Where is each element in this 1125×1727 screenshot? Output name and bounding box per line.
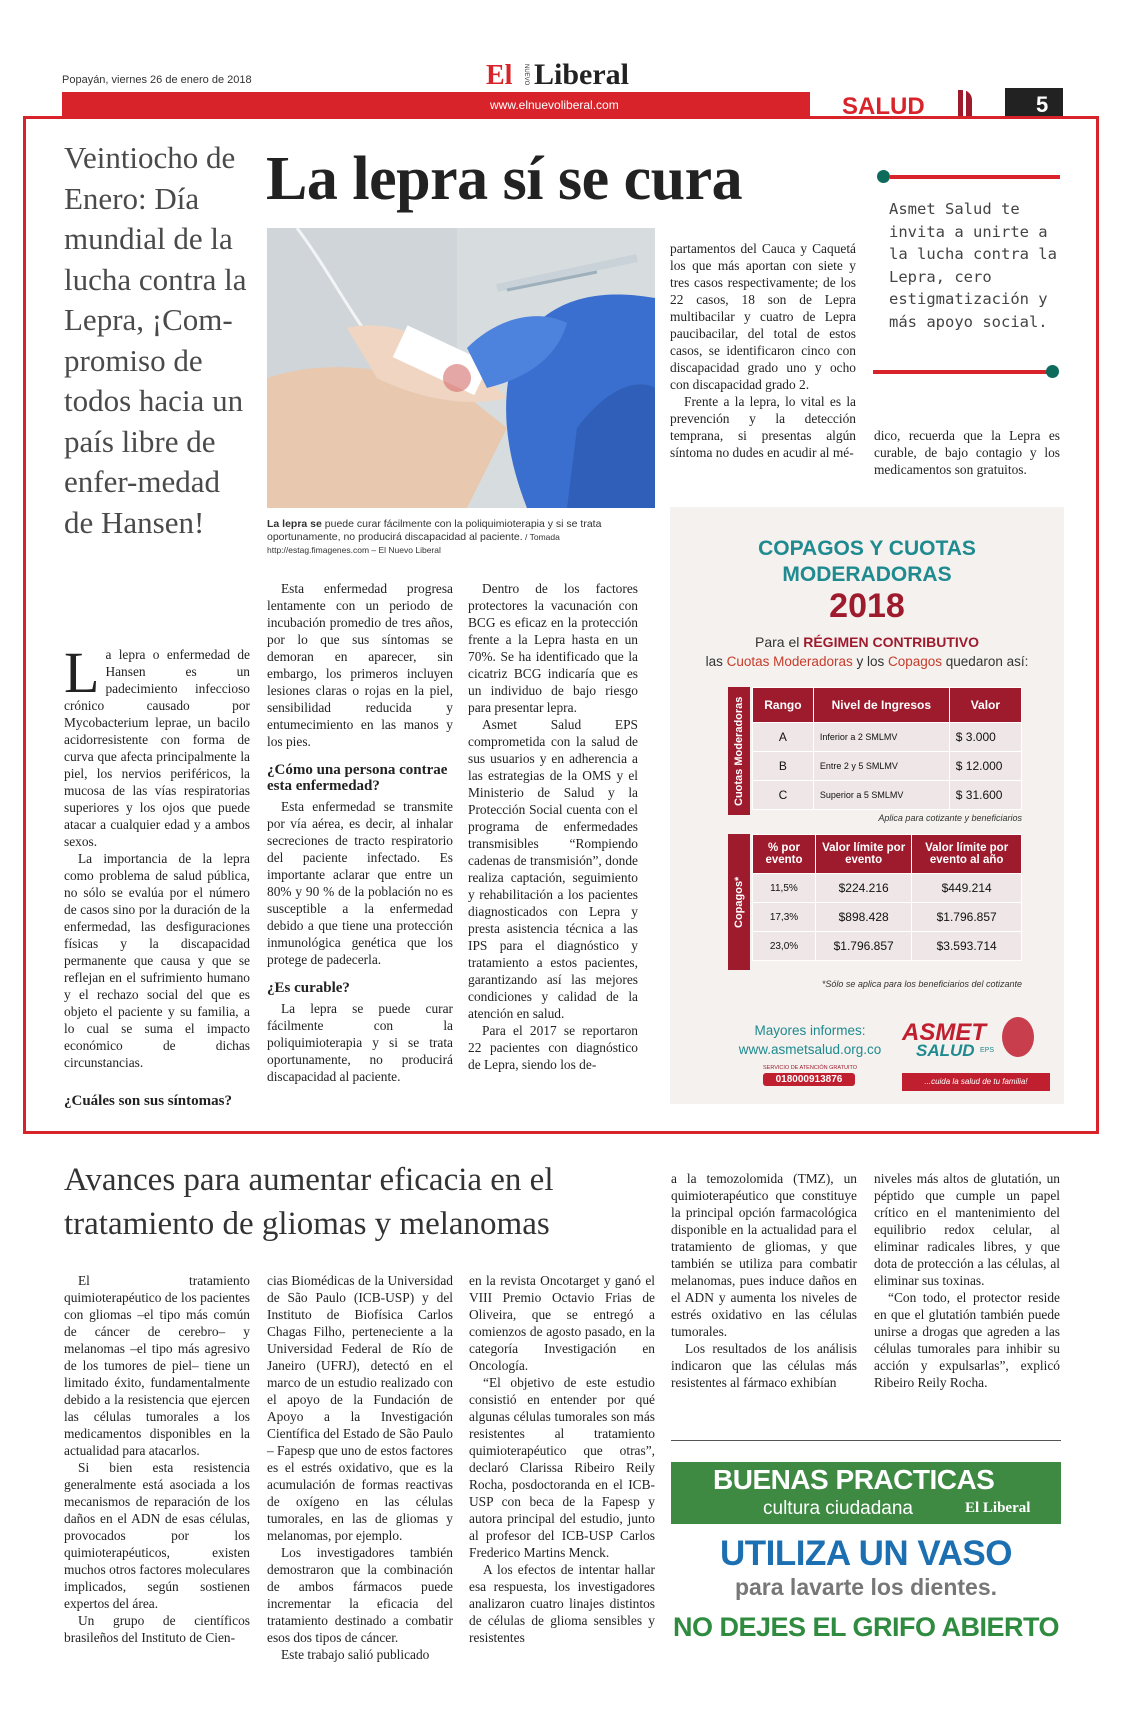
copagos-cell: 23,0% [753, 932, 816, 961]
a2-column-5 [874, 1170, 1060, 1391]
cuotas-cell: Entre 2 y 5 SMLMV [813, 752, 949, 781]
intro2-e: quedaron así: [942, 654, 1029, 669]
copagos-title-1: COPAGOS Y CUOTAS [758, 537, 976, 560]
col2-paragraph-1: Esta enfermedad progresa lentamente con un periodo de incubación promedio de tres años, por lo que sus síntomas se demoran en aparecer, sin embargo, los primeros incluyen lesiones claras o rojas en la piel, sensibilidad reducida y entumecimiento en las manos y los pies. [267, 581, 453, 749]
cuotas-header: Valor [949, 688, 1021, 723]
pullquote-dot-top [877, 170, 890, 183]
copagos-header-row [753, 835, 1022, 874]
buenas-title: BUENAS PRACTICAS [713, 1464, 995, 1495]
a2-column-1 [64, 1272, 250, 1646]
subhead-sintomas: ¿Cuáles son sus síntomas? [64, 1093, 232, 1109]
cuotas-table [752, 687, 1022, 810]
cuotas-cell: B [753, 752, 814, 781]
intro1-a: Para el [754, 634, 804, 650]
cuotas-header: Nivel de Ingresos [813, 688, 949, 723]
col5-paragraph-1: dico, recuerda que la Lepra es curable, de bajo contagio y los medicamentos son gratuitos. [874, 428, 1060, 477]
cuotas-cell: $ 31.600 [949, 781, 1021, 810]
col2-paragraph-2: Esta enfermedad se transmite por vía aérea, es decir, al inhalar secreciones de tracto respiratorio del paciente infectado. Es importante aclarar que entre un 80% y 90 % de la población no es susceptible a la enfermedad debido a que tiene una protección inmunológica genética que los protege de padecerla. [267, 799, 453, 967]
a2-c3-paragraph-2: “El objetivo de este estudio consistió en entender por qué algunas células tumorales son más resistentes al tratamiento quimioterapéutico que otras”, declaró Clarissa Ribeiro Reily Rocha, posdoctoranda en el ICB-USP con beca de la Fapesp y autora principal del estudio, junto al profesor del ICB-USP Carlos Frederico Martins Menck. [469, 1375, 655, 1560]
logo-liberal: Liberal [534, 58, 629, 91]
a2-c5-paragraph-1: niveles más altos de glutatión, un péptido que cumple un papel crítico en el mantenimiento del equilibrio redox celular, al eliminar radicales libres, y que dota de protección a las células, al eliminar sus toxinas. [874, 1171, 1060, 1288]
a2-column-3 [469, 1272, 655, 1646]
cuotas-cell: A [753, 723, 814, 752]
buenas-logo: El Liberal [965, 1500, 1031, 1516]
article-column-5 [874, 427, 1060, 478]
asmet-figure-icon [1002, 1017, 1034, 1057]
article-column-3 [468, 580, 638, 1073]
col3-paragraph-2: Asmet Salud EPS comprometida con la salud de sus usuarios y en adherencia a las estrategias de la OMS y el Ministerio de Salud y la Protección Social cuenta con el programa de enfermedades transmisibles “Rompiendo cadenas de transmisión”, donde realiza captación, seguimiento y rehabilitación a los pacientes diagnosticados con Lepra y presta asistencia técnica a las IPS para el diagnóstico y tratamiento a estos pacientes, garantizando así las mejores condiciones y calidad de la atención en salud. [468, 717, 638, 1021]
phone-label: SERVICIO DE ATENCIÓN GRATUITO [762, 1065, 858, 1071]
dateline: Popayán, viernes 26 de enero de 2018 [62, 74, 252, 86]
logo-el: El [486, 60, 513, 91]
cuotas-row [753, 752, 1022, 781]
cuotas-row [753, 723, 1022, 752]
buenas-line-3: NO DEJES EL GRIFO ABIERTO [672, 1612, 1060, 1642]
cuotas-cell: C [753, 781, 814, 810]
a2-c1-paragraph-3: Un grupo de científicos brasileños del Instituto de Cien- [64, 1613, 250, 1645]
copagos-title-2: MODERADORAS [782, 563, 952, 586]
copagos-cell: $3.593.714 [912, 932, 1022, 961]
cuotas-cell: $ 3.000 [949, 723, 1021, 752]
copagos-side-label: Copagos* [733, 876, 745, 928]
a2-c1-paragraph-2: Si bien esta resistencia generalmente está asociada a los mecanismos de reparación de los daños en el ADN de esas células, provocados por los quimioterapéuticos, existen muchos otros factores moleculares implicados, según sostienen expertos del área. [64, 1460, 250, 1611]
intro1-b: RÉGIMEN CONTRIBUTIVO [803, 634, 980, 650]
injection-photo [267, 228, 655, 508]
sidebar-title: Veintiocho de Enero: Día mundial de la lucha contra la Lepra, ¡Com-promiso de todos hacia un país libre de enfer-medad de Hansen! [64, 140, 247, 540]
cuotas-row [753, 781, 1022, 810]
cuotas-note: Aplica para cotizante y beneficiarios [878, 813, 1022, 823]
article-column-1 [64, 640, 250, 1113]
copagos-ad [670, 507, 1064, 1104]
subhead-contagio: ¿Cómo una persona contrae esta enfermedad? [267, 762, 448, 794]
copagos-intro-1 [670, 634, 1064, 650]
copagos-intro-2 [670, 654, 1064, 669]
subhead-curable: ¿Es curable? [267, 980, 350, 996]
copagos-cell: $898.428 [815, 903, 911, 932]
col1-paragraph-1: a lepra o enfermedad de Hansen es un padecimiento infeccioso crónico causado por Mycobacterium leprae, un bacilo acidorresistente con forma de curva que afecta principalmente la piel, los nervios periféricos, la mucosa de las vías respiratorias superiores y los ojos que puede atacar a cualquier edad y a ambos sexos. [64, 647, 250, 849]
copagos-row [753, 903, 1022, 932]
copagos-cell: $1.796.857 [912, 903, 1022, 932]
pullquote: Asmet Salud te invita a unirte a la lucha contra la Lepra, cero estigmatización y más apoyo social. [889, 200, 1057, 331]
buenas-line-1: UTILIZA UN VASO [720, 1534, 1012, 1573]
asmet-logo-eps: EPS [980, 1047, 995, 1054]
section-stripes [958, 90, 972, 116]
pullquote-dot-bottom [1046, 365, 1059, 378]
copagos-header: Valor límite por evento [815, 835, 911, 874]
a2-c2-paragraph-1: cias Biomédicas de la Universidad de São Paulo (ICB-USP) y del Instituto de Biofísica Carlos Chagas Filho, perteneciente a la Universidad Federal de Río de Janeiro (UFRJ), detectó en el marco de un estudio realizado con el apoyo de la Fundación de Apoyo a la Investigación Científica del Estado de São Paulo – Fapesp que uno de estos factores es el estrés oxidativo, que es la acumulación de formas reactivas de oxígeno en las células tumorales, en las de gliomas y melanomas, por ejemplo. [267, 1273, 453, 1543]
copagos-table [752, 834, 1022, 961]
copagos-cell: $224.216 [815, 874, 911, 903]
a2-c2-paragraph-2: Los investigadores también demostraron que la combinación de ambos fármacos puede incrementar la eficacia del tratamiento destinado a combatir esos dos tipos de cáncer. [267, 1545, 453, 1645]
intro2-d: Copagos [887, 654, 943, 669]
asmet-slogan: ...cuida la salud de tu familia! [924, 1077, 1028, 1086]
cuotas-cell: Superior a 5 SMLMV [813, 781, 949, 810]
asmet-logo [902, 1015, 1042, 1073]
drop-cap: L [64, 640, 100, 705]
cuotas-cell: Inferior a 2 SMLMV [813, 723, 949, 752]
copagos-cell: $449.214 [912, 874, 1022, 903]
page-number-box [1005, 88, 1063, 118]
a2-c5-paragraph-2: “Con todo, el protector reside en que el glutatión también puede unirse a drogas que agreden a las células tumorales para inhibir su acción y expulsarlas”, explicó Ribeiro Reily Rocha. [874, 1290, 1060, 1390]
col4-paragraph-2: Frente a la lepra, lo vital es la prevención y la detección temprana, si presentas algún síntoma no dudes en acudir al mé- [670, 394, 856, 460]
headline-gliomas: Avances para aumentar eficacia en el tratamiento de gliomas y melanomas [64, 1162, 554, 1242]
copagos-cell: 11,5% [753, 874, 816, 903]
intro2-a: las [705, 654, 727, 669]
cuotas-header-row [753, 688, 1022, 723]
asmet-logo-word-2: SALUD [916, 1041, 975, 1060]
a2-c3-paragraph-1: en la revista Oncotarget y ganó el VIII Premio Octavio Frias de Oliveira, que se entregó a comienzos de agosto pasado, en la categoría Investigación en Oncología. [469, 1273, 655, 1373]
a2-c4-paragraph-1: a la temozolomida (TMZ), un quimioterapéutico que constituye la principal opción farmacológica disponible en la actualidad para el tratamiento de gliomas, y que también se utiliza para combatir melanomas, pues induce daños en el ADN y aumenta los niveles de estrés oxidativo en las células tumorales. [671, 1171, 857, 1339]
col3-paragraph-3: Para el 2017 se reportaron 22 pacientes con diagnóstico de Lepra, siendo los de- [468, 1023, 638, 1072]
intro2-b: Cuotas Moderadoras [726, 654, 853, 669]
col3-paragraph-1: Dentro de los factores protectores la vacunación con BCG es eficaz en la protección frente a la Lepra hasta en un 70%. Se ha identificado que la cicatriz BCG indicaría que es un individuo de bajo riesgo para presentar lepra. [468, 581, 638, 715]
buenas-practicas-ad [671, 1462, 1061, 1684]
info-url[interactable]: www.asmetsalud.org.co [738, 1042, 882, 1057]
headline-lepra: La lepra sí se cura [266, 145, 743, 213]
a2-column-4 [671, 1170, 857, 1391]
copagos-cell: $1.796.857 [815, 932, 911, 961]
copagos-cell: 17,3% [753, 903, 816, 932]
article-column-2 [267, 580, 453, 1085]
buenas-line-2: para lavarte los dientes. [734, 1574, 998, 1600]
caption-credit: / Tomada http://estag.fimagenes.com – El Nuevo Liberal [267, 532, 560, 555]
col2-paragraph-3: La lepra se puede curar fácilmente con la poliquimioterapia y si se trata oportunamente, no producirá discapacidad al paciente. [267, 1001, 453, 1084]
buenas-subtitle: cultura ciudadana [763, 1498, 913, 1519]
masthead-logo [486, 60, 646, 92]
phone-number[interactable]: 018000913876 [763, 1073, 855, 1086]
a2-c2-paragraph-3: Este trabajo salió publicado [281, 1647, 430, 1662]
section-label: SALUD [842, 93, 925, 120]
copagos-header: Valor límite por evento al año [912, 835, 1022, 874]
pullquote-rule-top [890, 175, 1060, 179]
col1-paragraph-2: La importancia de la lepra como problema de salud pública, no sólo se evalúa por el número de casos sino por la duración de la enfermedad, las desfiguraciones físicas y la discapacidad permanente que causa y que se reflejan en el sufrimiento humano y el rechazo social del que es objeto el paciente y su familia, a lo cual se suma el impacto económico de dichas circunstancias. [64, 851, 250, 1070]
copagos-row [753, 932, 1022, 961]
caption-text: puede curar fácilmente con la poliquimioterapia y si se trata oportunamente, no producirá discapacidad al paciente. [267, 518, 602, 543]
a2-c1-paragraph-1: El tratamiento quimioterapéutico de los pacientes con gliomas –el tipo más común de cáncer de cerebro– y melanomas –el tipo más agresivo de los tumores de piel– tiene un limitado éxito, fundamentalmente debido a la resistencia que ejercen las células tumorales a los medicamentos disponibles en la actualidad para atacarlos. [64, 1273, 250, 1458]
page-number: 5 [1036, 92, 1049, 117]
pullquote-rule-bottom [873, 370, 1049, 374]
a2-c3-paragraph-3: A los efectos de intentar hallar esa respuesta, los investigadores analizaron cuatro linajes distintos de células de glioma sensibles y resistentes [469, 1562, 655, 1645]
a2-c4-paragraph-2: Los resultados de los análisis indicaron que las células más resistentes al fármaco exhibían [671, 1341, 857, 1390]
copagos-year: 2018 [829, 587, 905, 625]
asmet-logo-word-1: ASMET [902, 1019, 986, 1046]
buenas-ad-rule [671, 1440, 1061, 1441]
copagos-note: *Sólo se aplica para los beneficiarios del cotizante [821, 979, 1022, 989]
copagos-header: % por evento [753, 835, 816, 874]
cuotas-side-label: Cuotas Moderadoras [733, 696, 745, 806]
col4-paragraph-1: partamentos del Cauca y Caquetá los que más aportan con siete y tres casos respectivamente; de los 22 casos, 18 son de Lepra multibacilar y cuatro de Lepra paucibacilar, del total de estos casos, se identificaron cinco con discapacidad grado uno y ocho con discapacidad grado 2. [670, 241, 856, 392]
logo-nuevo: NUEVO [523, 64, 529, 86]
caption-bold: La lepra se [267, 518, 322, 530]
header-url[interactable]: www.elnuevoliberal.com [490, 98, 619, 112]
cuotas-header: Rango [753, 688, 814, 723]
article-column-4 [670, 240, 856, 461]
copagos-row [753, 874, 1022, 903]
cuotas-cell: $ 12.000 [949, 752, 1021, 781]
info-label: Mayores informes: [754, 1023, 866, 1038]
photo-caption [267, 518, 655, 557]
a2-column-2 [267, 1272, 453, 1663]
intro2-c: y los [852, 654, 888, 669]
